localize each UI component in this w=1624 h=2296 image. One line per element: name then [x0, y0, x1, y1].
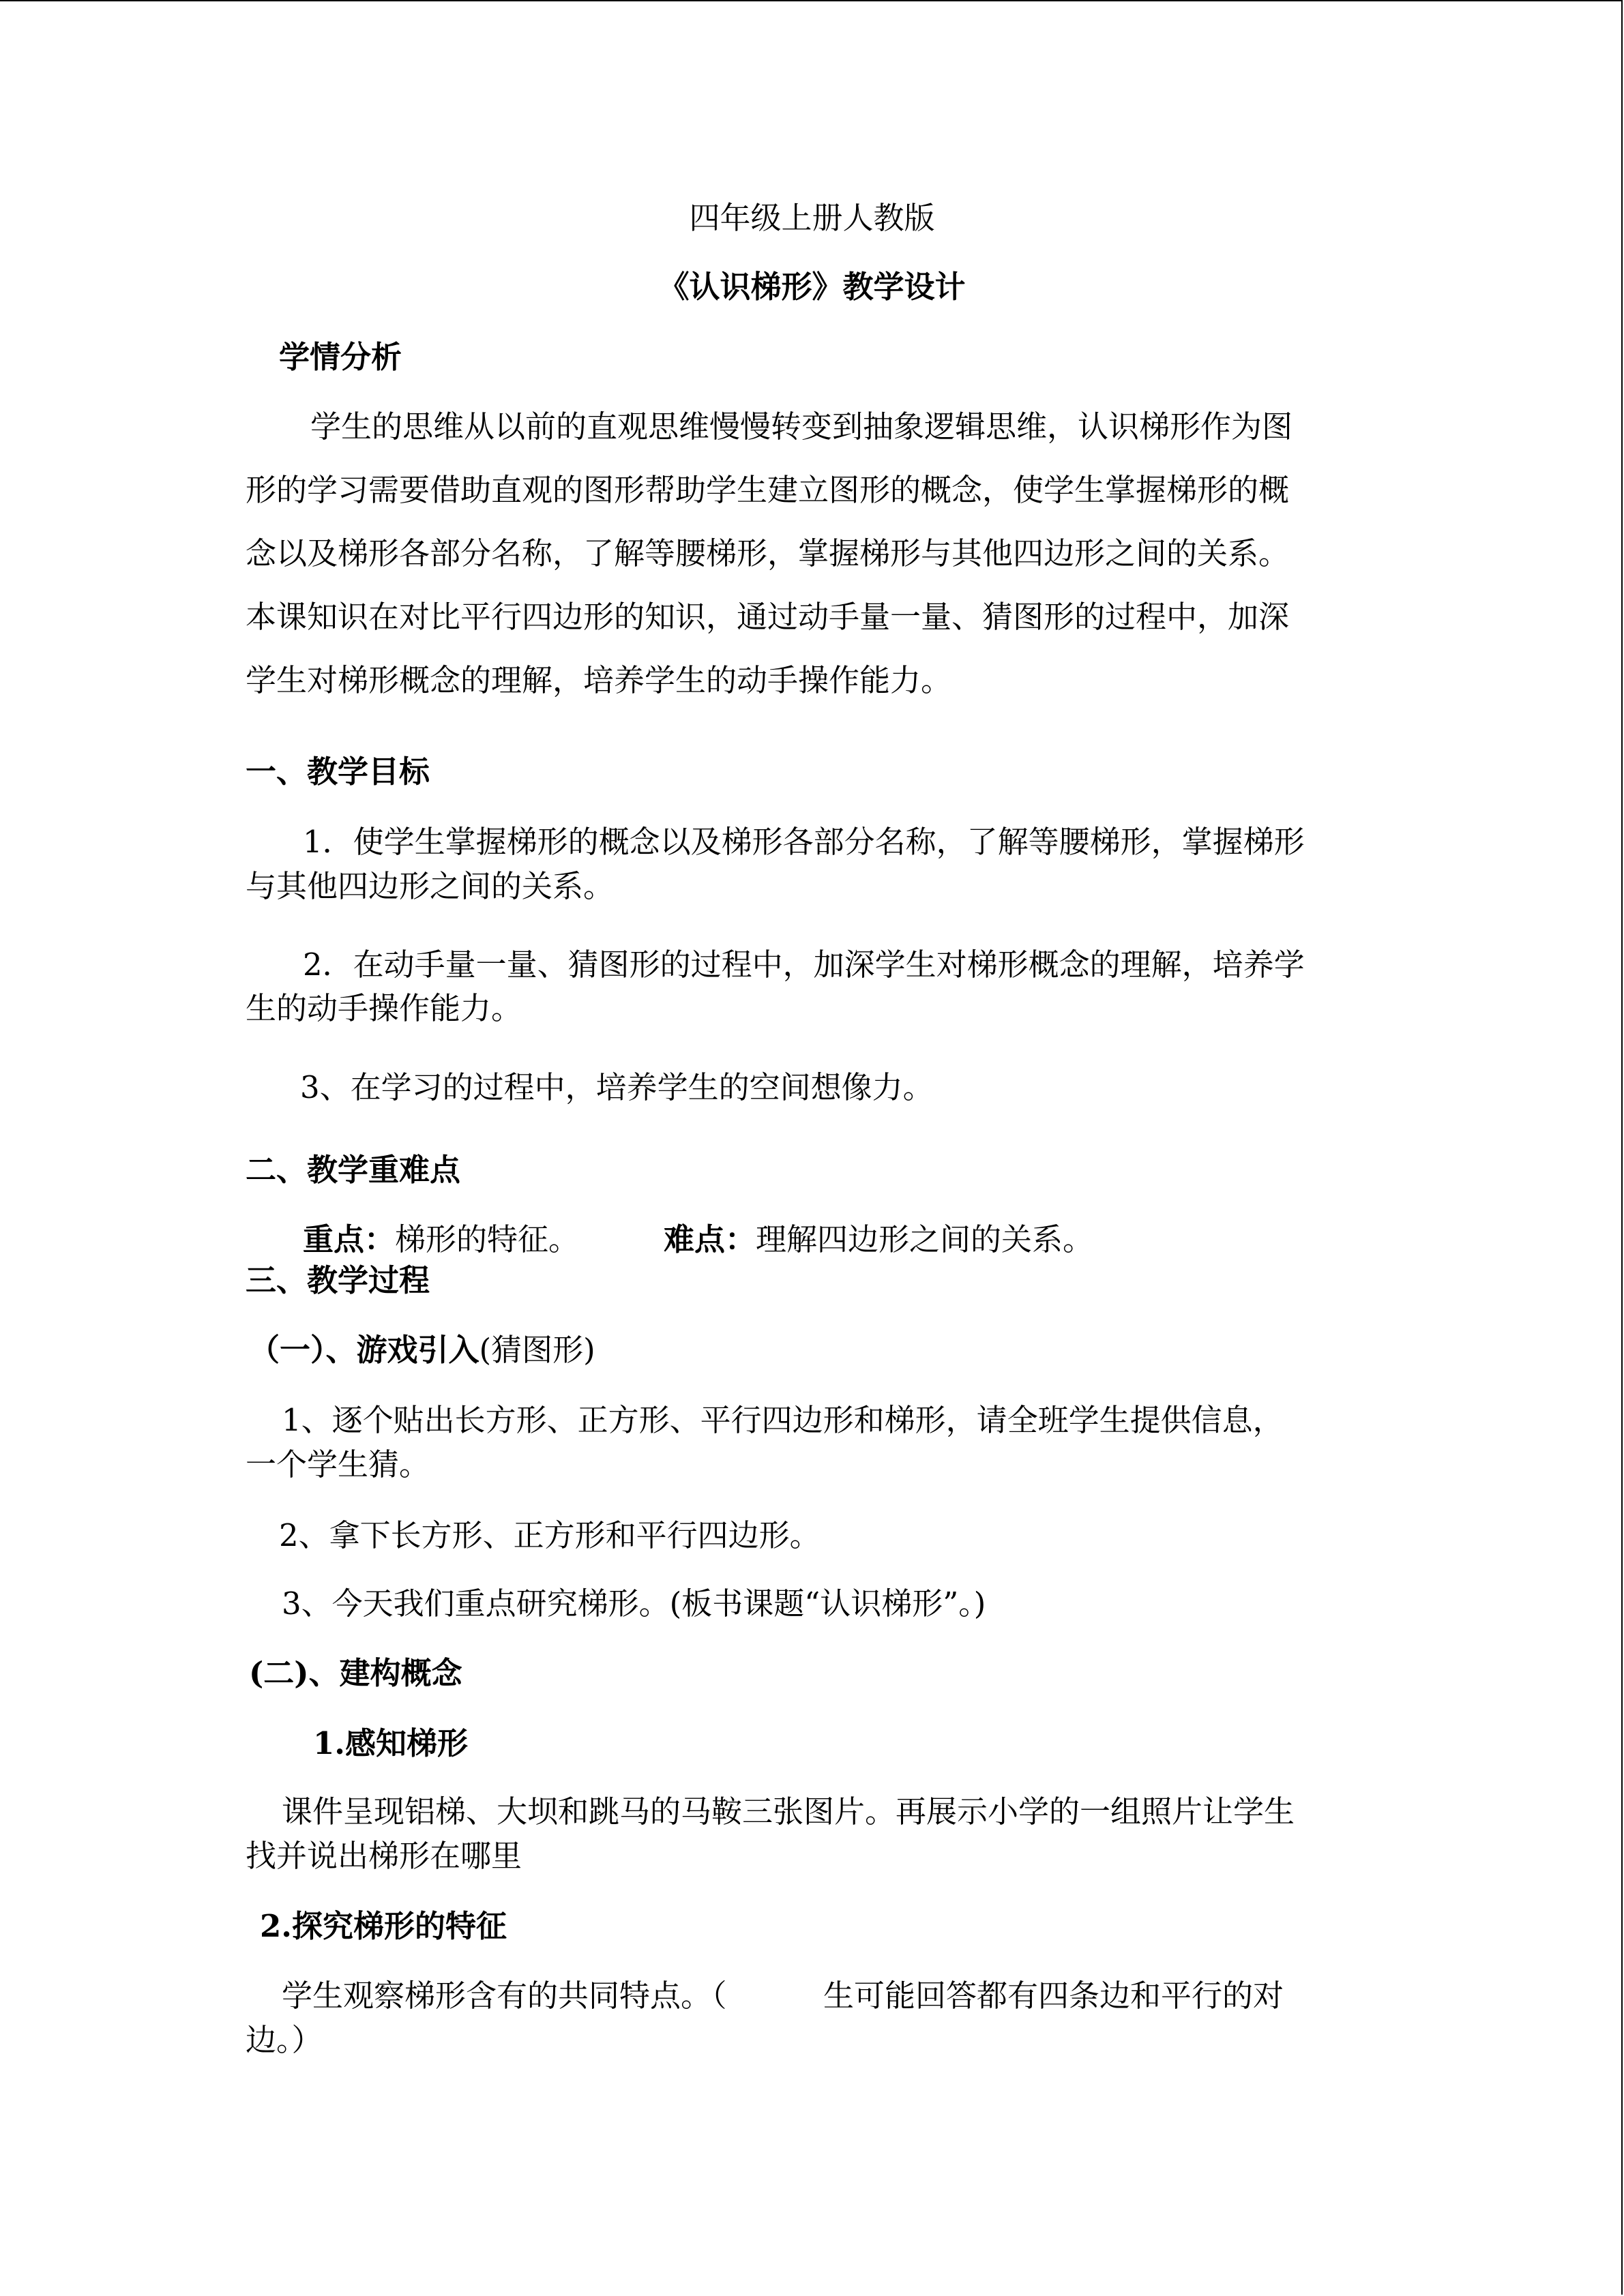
part1-step: 1、逐个贴出长方形、正方形、平行四边形和梯形，请全班学生提供信息， — [282, 1402, 1284, 1438]
part2-paragraph: 学生观察梯形含有的共同特点。（ — [282, 1978, 727, 2014]
analysis-line: 念以及梯形各部分名称，了解等腰梯形，掌握梯形与其他四边形之间的关系。 — [246, 535, 1290, 571]
analysis-heading: 学情分析 — [279, 339, 402, 375]
objectives-heading: 一、教学目标 — [246, 754, 430, 790]
part2-paragraph: 课件呈现铝梯、大坝和跳马的马鞍三张图片。再展示小学的一组照片让学生 — [282, 1793, 1295, 1830]
part1-heading — [249, 1330, 595, 1371]
analysis-line: 学生的思维从以前的直观思维慢慢转变到抽象逻辑思维，认识梯形作为图 — [310, 408, 1293, 445]
part1-step-cont: 一个学生猜。 — [246, 1446, 430, 1482]
objective-item: 2．在动手量一量、猜图形的过程中，加深学生对梯形概念的理解，培养学 — [303, 946, 1305, 983]
part1-heading-note: (猜图形) — [479, 1332, 595, 1368]
part2-sub-heading: 1.感知梯形 — [313, 1725, 468, 1761]
part1-step: 2、拿下长方形、正方形和平行四边形。 — [279, 1517, 821, 1553]
analysis-line: 本课知识在对比平行四边形的知识，通过动手量一量、猜图形的过程中，加深 — [246, 599, 1290, 635]
part2-paragraph-cont: 找并说出梯形在哪里 — [246, 1838, 522, 1874]
difficult-point-text: 理解四边形之间的关系。 — [756, 1221, 1094, 1257]
key-points-heading: 二、教学重难点 — [246, 1152, 461, 1188]
key-point-label: 重点： — [303, 1221, 396, 1257]
objective-item-cont: 与其他四边形之间的关系。 — [246, 868, 615, 904]
objective-item-cont: 生的动手操作能力。 — [246, 990, 522, 1026]
analysis-line: 学生对梯形概念的理解，培养学生的动手操作能力。 — [246, 662, 952, 698]
process-heading: 三、教学过程 — [246, 1262, 430, 1298]
part1-heading-bold: （一）、游戏引入 — [249, 1332, 479, 1368]
objective-item: 1．使学生掌握梯形的概念以及梯形各部分名称，了解等腰梯形，掌握梯形 — [303, 824, 1305, 860]
part2-heading: (二)、建构概念 — [249, 1655, 462, 1691]
objective-item: 3、在学习的过程中，培养学生的空间想像力。 — [300, 1069, 934, 1105]
document-grade: 四年级上册人教版 — [689, 200, 935, 236]
part1-step: 3、今天我们重点研究梯形。(板书课题“认识梯形”。) — [282, 1585, 986, 1622]
part2-paragraph-answer: 生可能回答都有四条边和平行的对 — [823, 1978, 1284, 2014]
key-point — [303, 1219, 579, 1260]
document-title: 《认识梯形》教学设计 — [658, 269, 966, 305]
difficult-point-label: 难点： — [664, 1221, 756, 1257]
part2-sub-heading: 2.探究梯形的特征 — [260, 1908, 507, 1944]
key-point-text: 梯形的特征。 — [395, 1221, 580, 1257]
analysis-line: 形的学习需要借助直观的图形帮助学生建立图形的概念，使学生掌握梯形的概 — [246, 472, 1290, 508]
part2-paragraph-cont: 边。） — [246, 2022, 323, 2058]
difficult-point — [664, 1219, 1093, 1260]
